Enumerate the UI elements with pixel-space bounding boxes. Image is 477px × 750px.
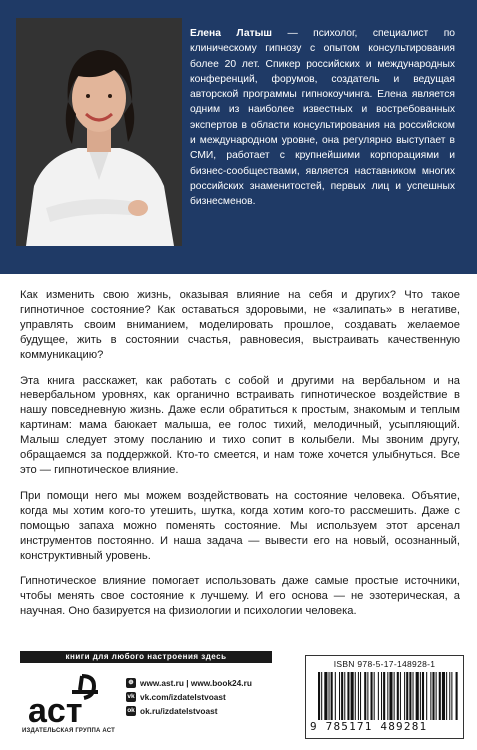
author-photo xyxy=(16,18,182,246)
barcode-bar xyxy=(341,672,343,724)
vk-link[interactable]: vk.com/izdatelstvoast xyxy=(140,692,226,702)
author-bio xyxy=(190,26,455,210)
book-description xyxy=(20,288,460,630)
vk-icon: vk xyxy=(127,693,135,700)
barcode-bar xyxy=(387,672,388,724)
barcode-bar xyxy=(367,672,368,724)
barcode-bar xyxy=(430,672,431,724)
barcode-bar xyxy=(364,672,366,724)
barcode-bar xyxy=(442,672,445,724)
ok-link[interactable]: ok.ru/izdatelstvoast xyxy=(140,706,218,716)
barcode-bar xyxy=(422,672,424,724)
description-paragraph-2: Эта книга расскажет, как работать с собой и другими на вербальном и на невербальном уровнях, как органично встраивать гипнотическое воздействие в нашу повседневную жизнь. Даже если обратиться к простым, знакомым и теплым картинам: мама баюкает малыша, ее голос тихий, мелодичный, усыпляющий. Малыш следует этому посланию и тихо сопит в колыбели. Мы звоним другу, обращаемся за поддержкой. Кто-то смеется, и нам тоже хочется улыбнуться. Все это — гипнотическое влияние. xyxy=(20,374,460,476)
author-band xyxy=(0,0,477,274)
barcode-bar xyxy=(360,672,361,724)
barcode xyxy=(318,672,458,724)
barcode-bar xyxy=(439,672,441,724)
barcode-bar xyxy=(406,672,408,724)
ast-logo-mark xyxy=(22,672,108,728)
barcode-bar xyxy=(456,672,458,724)
ok-row xyxy=(126,704,252,718)
ok-icon: ok xyxy=(127,707,135,714)
series-slogan: книги для любого настроения здесь xyxy=(20,651,272,663)
barcode-bar xyxy=(335,672,336,724)
barcode-bar xyxy=(449,672,450,724)
barcode-bar xyxy=(321,672,322,724)
barcode-bar xyxy=(420,672,421,724)
barcode-bar xyxy=(381,672,382,724)
barcode-bar xyxy=(378,672,379,724)
barcode-bar xyxy=(331,672,333,724)
description-paragraph-4: Гипнотическое влияние помогает использовать даже самые простые источники, чтобы менять свое состояние к лучшему. И его основа — не эзотерическая, а научная. Оно базируется на физиологии и психологии человека. xyxy=(20,575,460,618)
barcode-bar xyxy=(344,672,345,724)
barcode-bar xyxy=(426,672,427,724)
barcode-digits: 9 785171 489281 xyxy=(310,720,463,733)
websites-row xyxy=(126,676,252,690)
author-bio-text: — психолог, специалист по клиническому гипнозу с опытом консультирования более 20 лет. Спикер российских и международных конференций, форумов, создатель и ведущая авторской программы гипнокоучинга. Елена является одним из наиболее известных и востребованных экспертов в области консультирования на российском и международном уровне, она регулярно выступает в СМИ, работает с крупнейшими корпорациями и бизнес-сообществами, является наставником многих российских знаменитостей, первых лиц и успешных бизнесменов. xyxy=(190,28,456,208)
barcode-bar xyxy=(371,672,373,724)
barcode-bar xyxy=(355,672,356,724)
barcode-bar xyxy=(394,672,395,724)
barcode-bar xyxy=(409,672,411,724)
description-paragraph-1: Как изменить свою жизнь, оказывая влияние на себя и других? Что такое гипнотичное состояние? Как оставаться здоровыми, не «залипать» в негативе, управлять своим вниманием, моделировать прошлое, создавать желаемое будущее, жить в состоянии счастья, равновесия, выстраивать качественную коммуникацию? xyxy=(20,289,460,361)
barcode-bar xyxy=(416,672,419,724)
barcode-bar xyxy=(397,672,399,724)
barcode-bar xyxy=(451,672,452,724)
barcode-bar xyxy=(329,672,330,724)
isbn-label: ISBN 978-5-17-148928-1 xyxy=(333,659,436,669)
barcode-bar xyxy=(318,672,320,724)
author-portrait-illustration xyxy=(16,18,182,246)
barcode-bar xyxy=(324,672,327,724)
isbn-barcode-box xyxy=(305,655,464,739)
barcode-bar xyxy=(404,672,405,724)
author-name: Елена Латыш xyxy=(190,28,273,39)
barcode-bar xyxy=(400,672,401,724)
barcode-bar xyxy=(358,672,359,724)
globe-icon: ⊕ xyxy=(126,678,136,688)
websites-link[interactable]: www.ast.ru | www.book24.ru xyxy=(140,678,252,688)
barcode-bar xyxy=(339,672,340,724)
barcode-bar xyxy=(446,672,447,724)
ast-logo-text: аст xyxy=(28,692,83,728)
barcode-bar xyxy=(413,672,414,724)
description-paragraph-3: При помощи него мы можем воздействовать на состояние человека. Объятие, когда мы хотим кого-то утешить, шутка, когда хотим кого-то рассмешить. Даже с помощью запаха можно поменять состояние. Мы используем этот арсенал инструментов постоянно. И наша задача — вывести его на новый, осознанный, конструктивный уровень. xyxy=(20,489,460,562)
barcode-bar xyxy=(351,672,354,724)
ast-logo xyxy=(22,672,108,728)
barcode-bar xyxy=(436,672,437,724)
barcode-bar xyxy=(389,672,392,724)
vk-row xyxy=(126,690,252,704)
barcode-bar xyxy=(374,672,375,724)
barcode-bar xyxy=(347,672,349,724)
publisher-name: ИЗДАТЕЛЬСКАЯ ГРУППА АСТ xyxy=(22,728,116,734)
barcode-bar xyxy=(432,672,434,724)
barcode-bar xyxy=(383,672,385,724)
publisher-links xyxy=(126,676,252,718)
